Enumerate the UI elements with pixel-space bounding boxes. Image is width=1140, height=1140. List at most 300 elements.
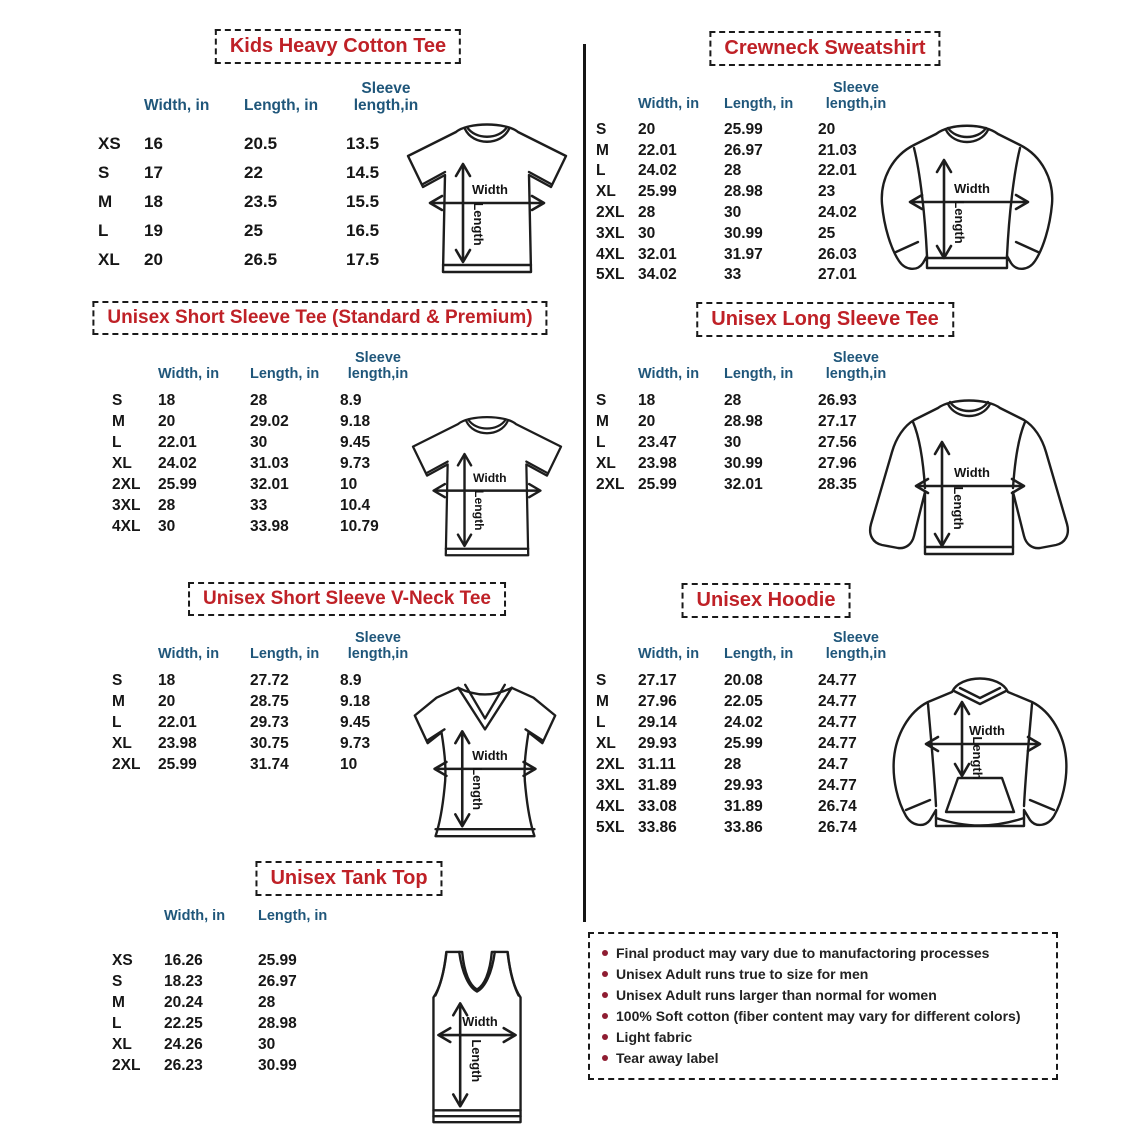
size-label: 5XL bbox=[596, 818, 625, 836]
column-header-width: Width, in bbox=[638, 646, 700, 663]
size-label: 2XL bbox=[112, 755, 141, 773]
column-header-length: Length, in bbox=[724, 646, 794, 663]
length-arrow-label: Length bbox=[951, 486, 966, 530]
width-value: 30 bbox=[638, 224, 656, 242]
size-label: XL bbox=[112, 1035, 132, 1053]
size-label: 2XL bbox=[596, 755, 625, 773]
long-sleeve-tee-title bbox=[696, 302, 954, 337]
size-row bbox=[596, 670, 894, 691]
size-row bbox=[98, 188, 426, 217]
size-label: 4XL bbox=[112, 517, 141, 535]
length-value: 29.73 bbox=[250, 713, 289, 731]
size-label: L bbox=[112, 1014, 122, 1032]
length-value: 26.97 bbox=[724, 141, 763, 159]
width-value: 31.89 bbox=[638, 776, 677, 794]
sleeve-value: 24.77 bbox=[818, 713, 857, 731]
length-value: 28.98 bbox=[258, 1014, 297, 1032]
size-label: M bbox=[596, 692, 609, 710]
length-arrow-label: Length bbox=[952, 200, 967, 244]
size-label: 3XL bbox=[596, 776, 625, 794]
size-row bbox=[596, 265, 894, 286]
size-row bbox=[112, 971, 352, 992]
sleeve-value: 9.18 bbox=[340, 692, 371, 710]
size-row bbox=[596, 733, 894, 754]
title-text: Unisex Short Sleeve V-Neck Tee bbox=[203, 588, 491, 609]
size-label: S bbox=[112, 671, 123, 689]
width-value: 28 bbox=[638, 204, 656, 222]
sleeve-value: 9.18 bbox=[340, 412, 371, 430]
length-value: 29.93 bbox=[724, 776, 763, 794]
table-body bbox=[596, 390, 894, 495]
width-arrow-label: Width bbox=[954, 465, 990, 480]
size-label: S bbox=[98, 163, 110, 183]
vneck-size-table bbox=[112, 630, 416, 775]
size-row bbox=[112, 670, 416, 691]
sleeve-value: 24.02 bbox=[818, 204, 857, 222]
vneck-tee-title bbox=[188, 582, 506, 616]
size-row bbox=[112, 453, 416, 474]
sleeve-value: 24.7 bbox=[818, 755, 849, 773]
width-value: 27.96 bbox=[638, 692, 677, 710]
sleeve-value: 27.56 bbox=[818, 433, 857, 451]
table-body bbox=[596, 119, 894, 285]
size-row bbox=[112, 691, 416, 712]
width-value: 24.02 bbox=[638, 162, 677, 180]
note-text: Light fabric bbox=[616, 1029, 693, 1045]
size-row bbox=[596, 119, 894, 140]
table-body bbox=[112, 390, 416, 537]
length-value: 28 bbox=[250, 391, 268, 409]
sleeve-value: 26.03 bbox=[818, 245, 857, 263]
column-header-sleeve: Sleeve length,in bbox=[353, 80, 419, 115]
length-value: 25.99 bbox=[724, 120, 763, 138]
width-value: 17 bbox=[144, 163, 163, 183]
size-row bbox=[596, 775, 894, 796]
table-body bbox=[98, 130, 426, 275]
size-label: L bbox=[112, 433, 122, 451]
size-label: S bbox=[112, 391, 123, 409]
note-text: Unisex Adult runs true to size for men bbox=[616, 966, 869, 982]
length-value: 29.02 bbox=[250, 412, 289, 430]
bullet-icon bbox=[602, 1013, 608, 1019]
tshirt-icon bbox=[398, 398, 576, 572]
width-arrow-label: Width bbox=[472, 182, 508, 197]
width-value: 32.01 bbox=[638, 245, 677, 263]
sweatshirt-icon bbox=[860, 110, 1074, 300]
sleeve-value: 24.77 bbox=[818, 692, 857, 710]
size-row bbox=[596, 712, 894, 733]
sleeve-value: 14.5 bbox=[346, 163, 380, 183]
note-text: Tear away label bbox=[616, 1050, 719, 1066]
width-value: 27.17 bbox=[638, 671, 677, 689]
length-value: 30 bbox=[724, 433, 742, 451]
bullet-icon bbox=[602, 992, 608, 998]
column-header-sleeve: Sleeve length,in bbox=[825, 80, 887, 113]
table-header-row bbox=[112, 350, 416, 382]
length-value: 27.72 bbox=[250, 671, 289, 689]
length-value: 24.02 bbox=[724, 713, 763, 731]
length-value: 26.97 bbox=[258, 972, 297, 990]
size-label: 2XL bbox=[112, 475, 141, 493]
size-row bbox=[112, 1013, 352, 1034]
width-value: 19 bbox=[144, 221, 163, 241]
size-label: 2XL bbox=[596, 475, 625, 493]
length-value: 20.08 bbox=[724, 671, 763, 689]
column-header-length: Length, in bbox=[258, 908, 328, 924]
column-header-length: Length, in bbox=[250, 646, 320, 663]
size-row bbox=[596, 474, 894, 495]
note-item bbox=[602, 964, 1046, 985]
width-value: 22.01 bbox=[158, 713, 197, 731]
length-value: 30.75 bbox=[250, 734, 289, 752]
title-text: Unisex Short Sleeve Tee (Standard & Premium) bbox=[107, 307, 533, 328]
size-label: M bbox=[112, 692, 125, 710]
size-label: 2XL bbox=[596, 204, 625, 222]
short-sleeve-size-table bbox=[112, 350, 416, 537]
sleeve-value: 9.73 bbox=[340, 454, 371, 472]
length-value: 33.98 bbox=[250, 517, 289, 535]
length-value: 31.97 bbox=[724, 245, 763, 263]
column-divider bbox=[583, 44, 586, 922]
table-header-row bbox=[98, 80, 426, 115]
width-value: 23.98 bbox=[638, 454, 677, 472]
size-label: S bbox=[596, 391, 607, 409]
column-header-length: Length, in bbox=[724, 96, 794, 113]
column-header-sleeve: Sleeve length,in bbox=[825, 630, 887, 663]
width-value: 22.01 bbox=[638, 141, 677, 159]
bullet-icon bbox=[602, 971, 608, 977]
size-label: XL bbox=[112, 454, 132, 472]
tank-top-icon bbox=[408, 944, 546, 1136]
sleeve-value: 26.74 bbox=[818, 797, 857, 815]
length-value: 28.75 bbox=[250, 692, 289, 710]
sleeve-value: 26.93 bbox=[818, 391, 857, 409]
size-row bbox=[98, 217, 426, 246]
size-label: 4XL bbox=[596, 797, 625, 815]
width-arrow-label: Width bbox=[954, 181, 990, 196]
sleeve-value: 17.5 bbox=[346, 250, 380, 270]
column-header-sleeve: Sleeve length,in bbox=[347, 350, 409, 383]
length-value: 30 bbox=[724, 204, 742, 222]
length-value: 33 bbox=[250, 496, 268, 514]
size-row bbox=[98, 246, 426, 275]
width-value: 25.99 bbox=[158, 755, 197, 773]
sleeve-value: 10 bbox=[340, 755, 358, 773]
size-row bbox=[596, 203, 894, 224]
length-value: 28 bbox=[724, 162, 742, 180]
width-value: 34.02 bbox=[638, 266, 677, 284]
size-row bbox=[596, 817, 894, 838]
note-item bbox=[602, 1027, 1046, 1048]
table-header-row bbox=[596, 350, 894, 382]
note-text: 100% Soft cotton (fiber content may vary for different colors) bbox=[616, 1008, 1021, 1024]
size-label: 4XL bbox=[596, 245, 625, 263]
column-header-width: Width, in bbox=[158, 366, 220, 383]
column-header-sleeve: Sleeve length,in bbox=[347, 630, 409, 663]
column-header-width: Width, in bbox=[638, 96, 700, 113]
size-label: XS bbox=[98, 134, 121, 154]
width-value: 23.98 bbox=[158, 734, 197, 752]
crewneck-size-table bbox=[596, 80, 894, 286]
crewneck-title bbox=[709, 31, 940, 66]
size-row bbox=[596, 244, 894, 265]
sleeve-value: 24.77 bbox=[818, 776, 857, 794]
note-text: Final product may vary due to manufactoring processes bbox=[616, 945, 990, 961]
title-text: Kids Heavy Cotton Tee bbox=[229, 35, 447, 57]
sleeve-value: 24.77 bbox=[818, 734, 857, 752]
sleeve-value: 10.79 bbox=[340, 517, 379, 535]
length-value: 22.05 bbox=[724, 692, 763, 710]
length-value: 25.99 bbox=[258, 951, 297, 969]
width-value: 16.26 bbox=[164, 951, 203, 969]
column-header-sleeve: Sleeve length,in bbox=[825, 350, 887, 383]
note-text: Unisex Adult runs larger than normal for women bbox=[616, 987, 937, 1003]
tank-top-title bbox=[255, 861, 442, 896]
width-value: 29.14 bbox=[638, 713, 677, 731]
size-label: L bbox=[98, 221, 109, 241]
length-arrow-label: Length bbox=[970, 736, 985, 780]
bullet-icon bbox=[602, 1034, 608, 1040]
kids-tee-size-table bbox=[98, 80, 426, 275]
size-row bbox=[596, 161, 894, 182]
size-row bbox=[596, 432, 894, 453]
length-value: 28.98 bbox=[724, 412, 763, 430]
size-label: XS bbox=[112, 951, 133, 969]
size-row bbox=[596, 691, 894, 712]
sleeve-value: 27.01 bbox=[818, 266, 857, 284]
table-header-row bbox=[596, 630, 894, 662]
size-row bbox=[596, 411, 894, 432]
sleeve-value: 16.5 bbox=[346, 221, 380, 241]
size-row bbox=[596, 140, 894, 161]
size-label: L bbox=[596, 433, 606, 451]
kids-tee-title bbox=[215, 29, 461, 64]
sleeve-value: 20 bbox=[818, 120, 836, 138]
size-row bbox=[98, 130, 426, 159]
sleeve-value: 10 bbox=[340, 475, 358, 493]
bullet-icon bbox=[602, 950, 608, 956]
sleeve-value: 28.35 bbox=[818, 475, 857, 493]
product-notes-box bbox=[588, 932, 1058, 1080]
width-value: 18 bbox=[158, 391, 176, 409]
size-row bbox=[112, 712, 416, 733]
width-value: 28 bbox=[158, 496, 176, 514]
length-value: 25.99 bbox=[724, 734, 763, 752]
size-label: 5XL bbox=[596, 266, 625, 284]
size-label: M bbox=[98, 192, 113, 212]
size-row bbox=[112, 1034, 352, 1055]
width-value: 26.23 bbox=[164, 1056, 203, 1074]
size-row bbox=[112, 390, 416, 411]
width-value: 25.99 bbox=[158, 475, 197, 493]
size-row bbox=[112, 1055, 352, 1076]
size-row bbox=[112, 516, 416, 537]
sleeve-value: 8.9 bbox=[340, 391, 362, 409]
width-value: 23.47 bbox=[638, 433, 677, 451]
size-label: M bbox=[112, 412, 125, 430]
width-value: 18 bbox=[144, 192, 163, 212]
size-label: XL bbox=[98, 250, 120, 270]
title-text: Unisex Long Sleeve Tee bbox=[711, 308, 939, 330]
hoodie-icon bbox=[874, 658, 1086, 856]
table-header-row bbox=[596, 80, 894, 112]
size-label: L bbox=[112, 713, 122, 731]
size-row bbox=[112, 411, 416, 432]
hoodie-title bbox=[682, 583, 851, 618]
length-value: 28 bbox=[724, 755, 742, 773]
width-value: 20 bbox=[144, 250, 163, 270]
length-value: 30 bbox=[250, 433, 268, 451]
length-value: 28 bbox=[258, 993, 276, 1011]
size-row bbox=[596, 182, 894, 203]
sleeve-value: 15.5 bbox=[346, 192, 380, 212]
width-value: 31.11 bbox=[638, 755, 676, 773]
title-text: Unisex Hoodie bbox=[696, 589, 836, 611]
size-row bbox=[596, 390, 894, 411]
size-row bbox=[98, 159, 426, 188]
table-header-row bbox=[112, 630, 416, 662]
length-value: 30 bbox=[258, 1035, 276, 1053]
note-item bbox=[602, 1048, 1046, 1069]
length-value: 26.5 bbox=[244, 250, 278, 270]
size-label: S bbox=[596, 671, 607, 689]
column-header-width: Width, in bbox=[158, 646, 220, 663]
length-value: 30.99 bbox=[258, 1056, 297, 1074]
sleeve-value: 9.73 bbox=[340, 734, 371, 752]
size-label: M bbox=[112, 993, 125, 1011]
size-row bbox=[596, 223, 894, 244]
length-value: 28 bbox=[724, 391, 742, 409]
length-arrow-label: Length bbox=[471, 202, 486, 246]
length-value: 25 bbox=[244, 221, 263, 241]
column-header-width: Width, in bbox=[164, 908, 226, 924]
size-row bbox=[112, 754, 416, 775]
size-label: 3XL bbox=[596, 224, 625, 242]
tank-size-table bbox=[112, 908, 352, 1076]
width-value: 18.23 bbox=[164, 972, 203, 990]
size-label: 3XL bbox=[112, 496, 141, 514]
column-header-width: Width, in bbox=[638, 366, 700, 383]
length-value: 30.99 bbox=[724, 224, 763, 242]
long-sleeve-size-table bbox=[596, 350, 894, 495]
size-label: XL bbox=[596, 734, 616, 752]
hoodie-size-table bbox=[596, 630, 894, 838]
size-label: M bbox=[596, 141, 609, 159]
tshirt-icon bbox=[392, 106, 582, 288]
length-value: 31.89 bbox=[724, 797, 763, 815]
size-row bbox=[596, 796, 894, 817]
vneck-tee-icon bbox=[394, 670, 576, 848]
sleeve-value: 13.5 bbox=[346, 134, 380, 154]
sleeve-value: 9.45 bbox=[340, 433, 371, 451]
width-value: 33.86 bbox=[638, 818, 677, 836]
sleeve-value: 8.9 bbox=[340, 671, 362, 689]
width-arrow-label: Width bbox=[462, 1014, 498, 1030]
size-label: XL bbox=[596, 183, 616, 201]
size-label: S bbox=[112, 972, 123, 990]
width-value: 20 bbox=[638, 120, 656, 138]
size-row bbox=[112, 733, 416, 754]
long-sleeve-tee-icon bbox=[856, 386, 1086, 578]
length-value: 30.99 bbox=[724, 454, 763, 472]
size-row bbox=[112, 432, 416, 453]
bullet-icon bbox=[602, 1055, 608, 1061]
width-value: 22.01 bbox=[158, 433, 197, 451]
length-value: 31.74 bbox=[250, 755, 289, 773]
table-body bbox=[112, 950, 352, 1076]
width-value: 24.02 bbox=[158, 454, 197, 472]
column-header-length: Length, in bbox=[250, 366, 320, 383]
size-label: M bbox=[596, 412, 609, 430]
width-value: 33.08 bbox=[638, 797, 677, 815]
title-text: Crewneck Sweatshirt bbox=[724, 37, 926, 59]
length-value: 28.98 bbox=[724, 183, 763, 201]
note-item bbox=[602, 1006, 1046, 1027]
size-row bbox=[112, 495, 416, 516]
sleeve-value: 25 bbox=[818, 224, 836, 242]
width-value: 18 bbox=[638, 391, 656, 409]
length-arrow-label: Length bbox=[470, 767, 486, 811]
size-row bbox=[112, 474, 416, 495]
size-row bbox=[596, 453, 894, 474]
width-arrow-label: Width bbox=[472, 747, 508, 763]
sleeve-value: 26.74 bbox=[818, 818, 857, 836]
note-item bbox=[602, 943, 1046, 964]
size-row bbox=[112, 992, 352, 1013]
width-value: 20 bbox=[158, 692, 176, 710]
length-value: 33 bbox=[724, 266, 742, 284]
sleeve-value: 27.96 bbox=[818, 454, 857, 472]
width-value: 16 bbox=[144, 134, 163, 154]
column-header-width: Width, in bbox=[144, 97, 210, 115]
table-body bbox=[112, 670, 416, 775]
size-label: L bbox=[596, 713, 606, 731]
sleeve-value: 27.17 bbox=[818, 412, 857, 430]
column-header-length: Length, in bbox=[244, 97, 319, 115]
width-arrow-label: Width bbox=[969, 723, 1005, 738]
size-label: XL bbox=[596, 454, 616, 472]
table-body bbox=[596, 670, 894, 838]
length-value: 31.03 bbox=[250, 454, 289, 472]
size-label: 2XL bbox=[112, 1056, 141, 1074]
width-value: 20 bbox=[158, 412, 176, 430]
sleeve-value: 21.03 bbox=[818, 141, 857, 159]
length-value: 32.01 bbox=[250, 475, 289, 493]
width-value: 22.25 bbox=[164, 1014, 203, 1032]
length-value: 23.5 bbox=[244, 192, 278, 212]
width-value: 20 bbox=[638, 412, 656, 430]
length-value: 33.86 bbox=[724, 818, 763, 836]
sleeve-value: 10.4 bbox=[340, 496, 371, 514]
width-value: 24.26 bbox=[164, 1035, 203, 1053]
column-header-length: Length, in bbox=[724, 366, 794, 383]
title-text: Unisex Tank Top bbox=[270, 867, 428, 889]
width-value: 20.24 bbox=[164, 993, 203, 1011]
width-value: 18 bbox=[158, 671, 176, 689]
sleeve-value: 9.45 bbox=[340, 713, 371, 731]
sleeve-value: 23 bbox=[818, 183, 836, 201]
width-value: 25.99 bbox=[638, 475, 677, 493]
sleeve-value: 22.01 bbox=[818, 162, 857, 180]
width-value: 29.93 bbox=[638, 734, 677, 752]
sleeve-value: 24.77 bbox=[818, 671, 857, 689]
width-value: 30 bbox=[158, 517, 176, 535]
size-label: XL bbox=[112, 734, 132, 752]
table-header-row bbox=[112, 908, 352, 924]
size-row bbox=[596, 754, 894, 775]
width-arrow-label: Width bbox=[472, 471, 507, 486]
length-value: 22 bbox=[244, 163, 263, 183]
